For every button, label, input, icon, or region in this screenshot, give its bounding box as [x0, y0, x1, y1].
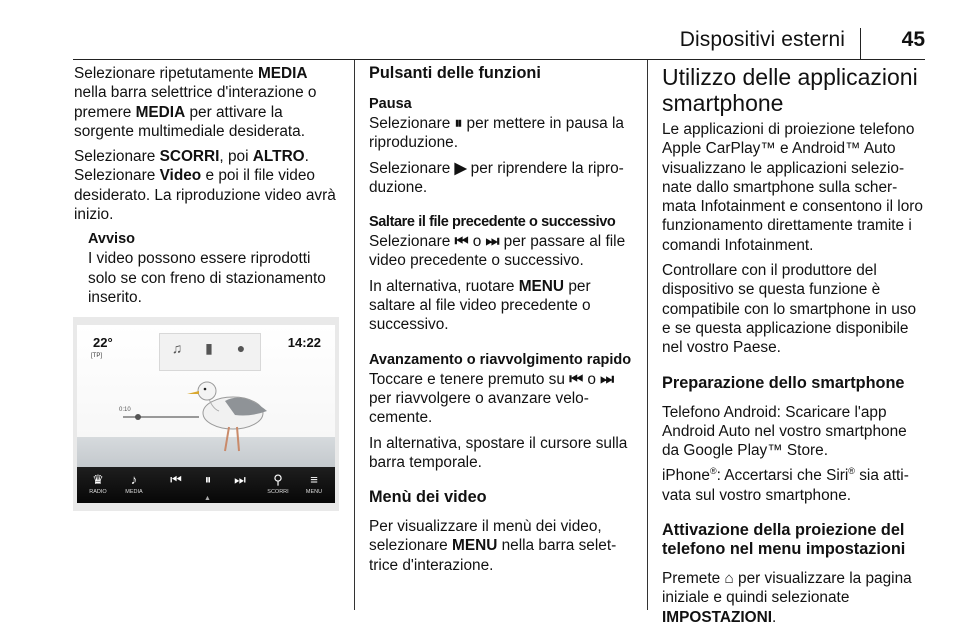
heading-skip: Saltare il file precedente o successivo — [369, 214, 616, 231]
paragraph-pause: Selezionare ⏸ per mettere in pausa la riproduzione. — [369, 115, 624, 152]
scorri-button[interactable]: ⚲ SCORRI — [263, 472, 293, 496]
seagull-image — [185, 371, 275, 455]
music-note-icon: ♪ — [130, 472, 138, 487]
paragraph-video: Selezionare SCORRI, poi ALTRO. Selezionare Video e poi il file video desiderato. La riproduzione video avrà inizio. — [74, 148, 336, 224]
column-divider-1 — [354, 60, 355, 610]
paragraph-resume: Selezionare ▶ per riprendere la ripro-duzione. — [369, 159, 624, 196]
column-1 — [74, 64, 340, 307]
next-track-icon: ⏭ — [234, 472, 246, 487]
heading-smartphone-apps: Utilizzo delle applicazioni smartphone — [662, 64, 918, 116]
note-box — [88, 230, 340, 307]
next-track-button[interactable] — [225, 472, 255, 488]
paragraph-skip-alt: In alternativa, ruotare MENU per saltare al file video precedente o successivo. — [369, 277, 591, 334]
paragraph-video-menu: Per visualizzare il menù dei video, selezionare MENU nella barra selet-trice d'interazione. — [369, 518, 617, 574]
paragraph-fast-forward-alt: In alternativa, spostare il cursore sulla barra temporale. — [369, 434, 628, 471]
video-player-screen — [77, 325, 335, 503]
music-tile-icon[interactable]: ♫ — [171, 340, 183, 356]
previous-track-icon: ⏮ — [170, 472, 182, 487]
paragraph-compatibility: Controllare con il produttore del dispositivo se questa funzione è compatibile con lo smartphone in uso e se questa applicazione disponibile nel vostro Paese. — [662, 262, 917, 357]
heading-pause: Pausa — [369, 96, 412, 112]
previous-track-button[interactable] — [161, 472, 191, 488]
column-2 — [369, 64, 633, 581]
radio-button[interactable]: ♛ RADIO — [83, 472, 113, 496]
progress-time: 0:10 — [119, 407, 131, 413]
header-title: Dispositivi esterni — [679, 28, 845, 51]
heading-preparation: Preparazione dello smartphone — [662, 373, 905, 392]
heading-video-menu: Menù dei video — [369, 488, 487, 507]
page-number: 45 — [901, 28, 925, 51]
media-button[interactable]: ♪ MEDIA — [119, 472, 149, 496]
header-divider — [860, 28, 861, 60]
clock-readout: 14:22 — [287, 335, 321, 350]
chevron-up-icon[interactable]: ▲ — [204, 495, 211, 502]
previous-track-icon: ⏮ — [454, 233, 469, 251]
menu-button[interactable]: ≡ MENU — [299, 472, 329, 496]
note-text: I video possono essere riprodotti solo se con freno di stazionamento inserito. — [88, 250, 326, 306]
paragraph-iphone: iPhone®: Accertarsi che Siri® sia atti-vata sul vostro smartphone. — [662, 466, 909, 504]
note-title: Avviso — [88, 231, 136, 248]
temperature-readout: 22° — [93, 335, 113, 350]
header-rule — [73, 59, 925, 60]
pause-icon: ⏸ — [204, 472, 212, 487]
heading-functions: Pulsanti delle funzioni — [369, 64, 541, 82]
page-header — [73, 26, 925, 60]
pause-icon: ⏸ — [454, 115, 463, 132]
play-icon: ▶ — [454, 159, 467, 177]
interaction-selector-bar — [77, 467, 335, 503]
heading-activation: Attivazione della proiezione del telefono nel menu impostazioni — [662, 521, 906, 559]
infotainment-screenshot — [73, 317, 339, 511]
column-3 — [662, 64, 928, 633]
paragraph-skip: Selezionare ⏮ o ⏭ per passare al file video precedente o successivo. — [369, 233, 626, 270]
media-source-tiles[interactable] — [159, 333, 261, 371]
paragraph-apps: Le applicazioni di proiezione telefono Apple CarPlay™ e Android™ Auto visualizzano le applicazioni selezio-nate dallo smartphone sulla scher-mata Infotainment e consentono il loro funzionamento direttamente tramite i comandi Infotainment. — [662, 121, 923, 254]
radio-icon: ♛ — [92, 472, 104, 487]
home-icon: ⌂ — [724, 570, 734, 588]
search-icon: ⚲ — [273, 472, 283, 487]
heading-fast-forward: Avanzamento o riavvolgimento rapido — [369, 351, 632, 368]
previous-track-icon: ⏮ — [569, 370, 584, 388]
next-track-icon: ⏭ — [600, 370, 615, 388]
column-divider-2 — [647, 60, 648, 610]
paragraph-android: Telefono Android: Scaricare l'app Android Auto nel vostro smartphone da Google Play™ Store. — [662, 403, 907, 460]
next-track-icon: ⏭ — [485, 233, 500, 251]
disc-tile-icon[interactable]: ● — [236, 340, 246, 356]
paragraph-activation: Premete ⌂ per visualizzare la pagina iniziale e quindi selezionate IMPOSTAZIONI. — [662, 570, 912, 626]
pause-button[interactable] — [193, 472, 223, 488]
paragraph-media: Selezionare ripetutamente MEDIA nella barra selettrice d'interazione o premere MEDIA per attivare la sorgente multimediale desiderata. — [74, 65, 317, 140]
paragraph-fast-forward: Toccare e tenere premuto su ⏮ o ⏭ per riavvolgere o avanzare velo-cemente. — [369, 370, 615, 427]
menu-icon: ≡ — [310, 472, 318, 487]
traffic-program-indicator: [TP] — [91, 353, 103, 359]
device-tile-icon[interactable]: ▮ — [205, 340, 213, 356]
